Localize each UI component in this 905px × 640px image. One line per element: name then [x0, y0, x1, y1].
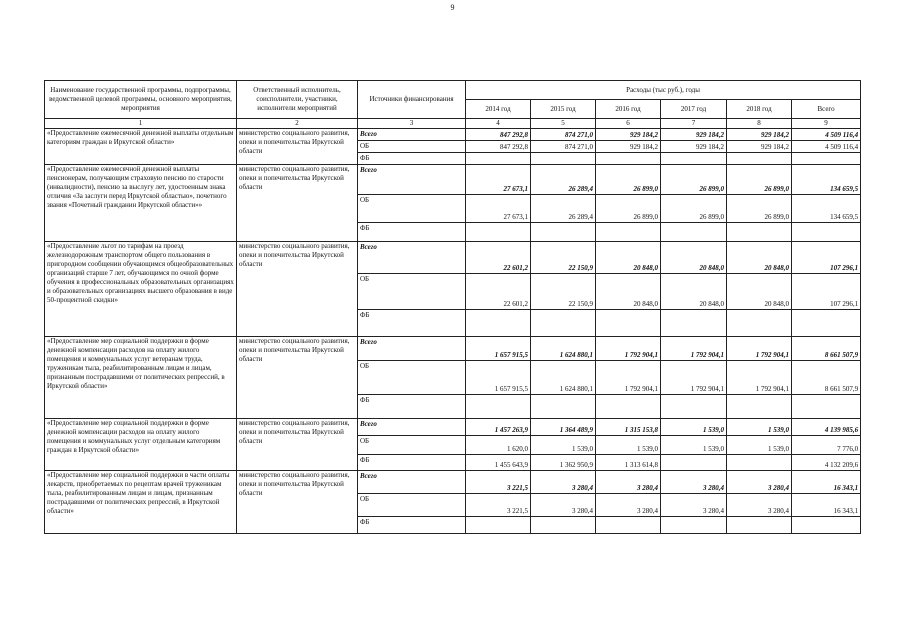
year-value-cell: 1 657 915,5	[466, 361, 531, 395]
funding-source-label: Всего	[360, 420, 377, 428]
year-value-cell: 3 280,4	[661, 471, 727, 494]
year-value-cell: 26 289,4	[531, 195, 596, 223]
column-number: 2	[237, 119, 358, 129]
column-number: 1	[45, 119, 237, 129]
year-value-cell: 1 313 614,8	[596, 455, 661, 471]
year-value-cell	[661, 395, 727, 419]
header-year: 2017 год	[661, 100, 727, 119]
year-value-cell: 1 792 904,1	[596, 337, 661, 361]
funding-source-label: ОБ	[360, 142, 370, 150]
year-value-cell: 3 221,5	[466, 494, 531, 517]
program-name-cell: «Предоставление мер социальной поддержки в форме денежной компенсации расходов на оплату жилого помещения и коммунальных услуг ветеранам труда, труженикам тыла, реабилитированным лицам и лицам, признанным пострадавшими от политических репрессий, в Иркутской области»	[45, 337, 237, 419]
funding-source-cell	[358, 242, 466, 274]
year-value-cell: 3 280,4	[596, 471, 661, 494]
program-name-cell: «Предоставление мер социальной поддержки в форме денежной компенсации расходов на оплату жилого помещения и коммунальных услуг отдельным категориям граждан в Иркутской области»	[45, 419, 237, 471]
year-value-cell: 929 184,2	[661, 141, 727, 153]
year-value-cell: 26 289,4	[531, 165, 596, 195]
year-value-cell: 22 150,9	[531, 242, 596, 274]
year-value-cell: 1 539,0	[531, 436, 596, 455]
year-value-cell	[596, 310, 661, 337]
header-year: 2014 год	[466, 100, 531, 119]
year-value-cell	[531, 310, 596, 337]
year-value-cell	[727, 310, 792, 337]
total-value-cell	[792, 395, 861, 419]
table-row	[45, 337, 861, 361]
column-number: 3	[358, 119, 466, 129]
total-value-cell	[792, 223, 861, 242]
column-number: 7	[661, 119, 727, 129]
funding-source-label: ФБ	[360, 396, 370, 404]
year-value-cell: 1 539,0	[661, 436, 727, 455]
program-name-cell: «Предоставление ежемесячной денежной выплаты пенсионерам, получающим страховую пенсию по старости (инвалидности), пенсию за выслугу лет, удостоенным знака отличия «За заслуги перед Иркутской областью», почетного звания «Почетный гражданин Иркутской области»»	[45, 165, 237, 242]
year-value-cell: 3 280,4	[727, 471, 792, 494]
total-value-cell	[792, 517, 861, 534]
year-value-cell: 1 792 904,1	[661, 361, 727, 395]
funding-source-cell	[358, 395, 466, 419]
year-value-cell: 1 620,0	[466, 436, 531, 455]
executor-cell: министерство социального развития, опеки и попечительства Иркутской области	[237, 419, 358, 471]
column-number: 6	[596, 119, 661, 129]
funding-source-cell	[358, 274, 466, 310]
total-value-cell	[792, 310, 861, 337]
total-value-cell: 4 132 209,6	[792, 455, 861, 471]
year-value-cell: 847 292,8	[466, 141, 531, 153]
funding-source-cell	[358, 494, 466, 517]
funding-source-label: Всего	[360, 166, 377, 174]
year-value-cell	[466, 310, 531, 337]
funding-source-cell	[358, 310, 466, 337]
header-total: Всего	[792, 100, 861, 119]
funding-source-label: ОБ	[360, 196, 370, 204]
year-value-cell: 1 624 880,1	[531, 337, 596, 361]
funding-source-label: ОБ	[360, 362, 370, 370]
funding-source-cell	[358, 419, 466, 436]
total-value-cell	[792, 153, 861, 165]
funding-source-cell	[358, 471, 466, 494]
year-value-cell	[661, 223, 727, 242]
year-value-cell: 1 539,0	[661, 419, 727, 436]
table-row	[45, 129, 861, 141]
executor-cell: министерство социального развития, опеки и попечительства Иркутской области	[237, 337, 358, 419]
year-value-cell	[596, 395, 661, 419]
year-value-cell	[727, 395, 792, 419]
year-value-cell: 1 539,0	[727, 436, 792, 455]
funding-source-cell	[358, 436, 466, 455]
funding-source-label: ОБ	[360, 275, 370, 283]
total-value-cell: 4 509 116,4	[792, 129, 861, 141]
year-value-cell: 1 457 263,9	[466, 419, 531, 436]
year-value-cell: 3 280,4	[661, 494, 727, 517]
year-value-cell: 1 315 153,8	[596, 419, 661, 436]
funding-source-label: Всего	[360, 243, 377, 251]
header-expenses: Расходы (тыс руб.), годы	[466, 81, 861, 100]
year-value-cell: 1 362 950,9	[531, 455, 596, 471]
funding-source-label: ФБ	[360, 518, 370, 526]
year-value-cell: 20 848,0	[727, 242, 792, 274]
year-value-cell: 847 292,8	[466, 129, 531, 141]
funding-source-cell	[358, 337, 466, 361]
year-value-cell: 1 539,0	[727, 419, 792, 436]
executor-cell: министерство социального развития, опеки и попечительства Иркутской области	[237, 129, 358, 165]
year-value-cell: 1 539,0	[596, 436, 661, 455]
year-value-cell	[596, 153, 661, 165]
header-year: 2015 год	[531, 100, 596, 119]
year-value-cell: 26 899,0	[727, 195, 792, 223]
year-value-cell	[727, 455, 792, 471]
funding-source-label: ФБ	[360, 311, 370, 319]
year-value-cell	[531, 517, 596, 534]
year-value-cell: 1 792 904,1	[727, 361, 792, 395]
table-row	[45, 419, 861, 436]
year-value-cell	[466, 517, 531, 534]
funding-source-cell	[358, 517, 466, 534]
year-value-cell	[531, 223, 596, 242]
year-value-cell	[661, 153, 727, 165]
year-value-cell: 27 673,1	[466, 195, 531, 223]
funding-source-label: ОБ	[360, 437, 370, 445]
year-value-cell	[661, 517, 727, 534]
year-value-cell: 20 848,0	[661, 242, 727, 274]
table-row	[45, 165, 861, 195]
funding-source-cell	[358, 129, 466, 141]
table-body	[45, 129, 861, 534]
total-value-cell: 7 776,0	[792, 436, 861, 455]
year-value-cell: 27 673,1	[466, 165, 531, 195]
funding-source-label: ФБ	[360, 224, 370, 232]
year-value-cell	[727, 223, 792, 242]
total-value-cell: 107 296,1	[792, 242, 861, 274]
header-year: 2018 год	[727, 100, 792, 119]
year-value-cell: 22 150,9	[531, 274, 596, 310]
total-value-cell: 8 661 507,9	[792, 361, 861, 395]
year-value-cell: 1 657 915,5	[466, 337, 531, 361]
year-value-cell: 929 184,2	[727, 129, 792, 141]
table-row	[45, 242, 861, 274]
year-value-cell: 20 848,0	[596, 242, 661, 274]
year-value-cell: 20 848,0	[727, 274, 792, 310]
column-number: 8	[727, 119, 792, 129]
funding-source-label: Всего	[360, 130, 377, 138]
year-value-cell	[596, 223, 661, 242]
header-program: Наименование государственной программы, подпрограммы, ведомственной целевой программы, основного мероприятия, мероприятия	[45, 81, 237, 119]
total-value-cell: 107 296,1	[792, 274, 861, 310]
column-number: 4	[466, 119, 531, 129]
year-value-cell: 1 792 904,1	[596, 361, 661, 395]
year-value-cell: 1 792 904,1	[661, 337, 727, 361]
funding-source-label: ФБ	[360, 456, 370, 464]
year-value-cell: 26 899,0	[661, 165, 727, 195]
total-value-cell: 4 509 116,4	[792, 141, 861, 153]
total-value-cell: 16 343,1	[792, 494, 861, 517]
funding-source-label: ФБ	[360, 154, 370, 162]
year-value-cell: 929 184,2	[596, 129, 661, 141]
total-value-cell: 134 659,5	[792, 195, 861, 223]
year-value-cell	[531, 395, 596, 419]
page-number: 9	[450, 3, 455, 12]
year-value-cell	[596, 517, 661, 534]
year-value-cell: 3 280,4	[531, 471, 596, 494]
year-value-cell	[727, 517, 792, 534]
year-value-cell: 3 280,4	[596, 494, 661, 517]
funding-source-cell	[358, 361, 466, 395]
year-value-cell	[661, 455, 727, 471]
year-value-cell: 20 848,0	[596, 274, 661, 310]
program-name-cell: «Предоставление мер социальной поддержки в части оплаты лекарств, приобретаемых по рецептам врачей труженикам тыла, реабилитированным лицам и лицам, признанным пострадавшими от политических репрессий, в Иркутской области»	[45, 471, 237, 534]
year-value-cell: 3 280,4	[727, 494, 792, 517]
funding-source-label: ОБ	[360, 495, 370, 503]
header-source: Источники финансирования	[358, 81, 466, 119]
program-name-cell: «Предоставление льгот по тарифам на проезд железнодорожным транспортом общего пользования в пригородном сообщении обучающимся общеобразовательных организаций старше 7 лет, обучающимся по очной форме обучения в профессиональных образовательных организациях и образовательных организациях высшего образования в виде 50-процентной скидки»	[45, 242, 237, 337]
total-value-cell: 8 661 507,9	[792, 337, 861, 361]
funding-source-label: Всего	[360, 338, 377, 346]
budget-table	[44, 80, 861, 534]
year-value-cell	[466, 395, 531, 419]
funding-source-cell	[358, 165, 466, 195]
header-executor: Ответственный исполнитель, соисполнители, участники, исполнители мероприятий	[237, 81, 358, 119]
year-value-cell: 26 899,0	[596, 165, 661, 195]
year-value-cell: 3 221,5	[466, 471, 531, 494]
year-value-cell: 1 364 489,9	[531, 419, 596, 436]
year-value-cell: 26 899,0	[661, 195, 727, 223]
total-value-cell: 134 659,5	[792, 165, 861, 195]
year-value-cell: 22 601,2	[466, 242, 531, 274]
year-value-cell: 26 899,0	[727, 165, 792, 195]
year-value-cell	[661, 310, 727, 337]
header-year: 2016 год	[596, 100, 661, 119]
year-value-cell: 874 271,0	[531, 129, 596, 141]
year-value-cell: 929 184,2	[596, 141, 661, 153]
year-value-cell: 929 184,2	[661, 129, 727, 141]
year-value-cell	[531, 153, 596, 165]
column-number: 5	[531, 119, 596, 129]
year-value-cell: 3 280,4	[531, 494, 596, 517]
column-number: 9	[792, 119, 861, 129]
funding-source-cell	[358, 141, 466, 153]
funding-source-label: Всего	[360, 472, 377, 480]
year-value-cell: 20 848,0	[661, 274, 727, 310]
year-value-cell: 1 624 880,1	[531, 361, 596, 395]
table-row	[45, 471, 861, 494]
program-name-cell: «Предоставление ежемесячной денежной выплаты отдельным категориям граждан в Иркутской области»	[45, 129, 237, 165]
executor-cell: министерство социального развития, опеки и попечительства Иркутской области	[237, 165, 358, 242]
executor-cell: министерство социального развития, опеки и попечительства Иркутской области	[237, 471, 358, 534]
year-value-cell: 1 792 904,1	[727, 337, 792, 361]
funding-source-cell	[358, 195, 466, 223]
year-value-cell: 22 601,2	[466, 274, 531, 310]
year-value-cell: 874 271,0	[531, 141, 596, 153]
executor-cell: министерство социального развития, опеки и попечительства Иркутской области	[237, 242, 358, 337]
year-value-cell: 1 455 643,9	[466, 455, 531, 471]
year-value-cell: 929 184,2	[727, 141, 792, 153]
year-value-cell	[466, 223, 531, 242]
total-value-cell: 16 343,1	[792, 471, 861, 494]
year-value-cell	[466, 153, 531, 165]
funding-source-cell	[358, 153, 466, 165]
year-value-cell: 26 899,0	[596, 195, 661, 223]
year-value-cell	[727, 153, 792, 165]
total-value-cell: 4 139 985,6	[792, 419, 861, 436]
funding-source-cell	[358, 455, 466, 471]
funding-source-cell	[358, 223, 466, 242]
